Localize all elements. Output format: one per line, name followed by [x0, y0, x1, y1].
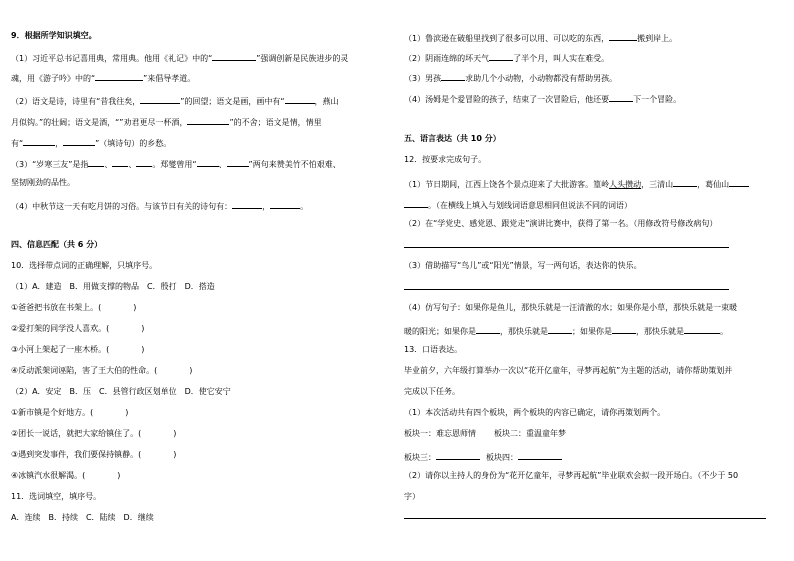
blank[interactable] — [187, 115, 229, 125]
q10-title: 10．选择带点词的正确理解，只填序号。 — [11, 261, 158, 270]
q11-item: （3）男孩 求助几个小动物，小动物都没有帮助男孩。 — [404, 71, 617, 84]
q11-item: （1）鲁滨逊在破船里找到了很多可以用、可以吃的东西， 搬到岸上。 — [404, 31, 677, 44]
answer-line[interactable] — [404, 247, 729, 248]
q10-item: ④冰镇汽水很解渴。( ) — [11, 471, 121, 480]
blank[interactable] — [227, 157, 249, 167]
blank[interactable] — [489, 51, 513, 61]
q11-options: A．连续 B．持续 C．陆续 D．继续 — [11, 513, 154, 522]
blank[interactable] — [232, 199, 262, 209]
q12-item4: （4）仿写句子：如果你是鱼儿，那快乐就是一汪清澈的水；如果你是小草，那快乐就是一束暖 — [404, 303, 738, 312]
q12-item3: （3）借助描写“鸟儿”或“阳光”情景，写一两句话，表达你的快乐。 — [404, 261, 642, 270]
q13-title: 13．口语表达。 — [404, 345, 463, 354]
q11-item: （2）阴雨连绵的坏天气 了半个月，叫人实在难受。 — [404, 51, 609, 64]
q13-blocks-2: 板块三： 板块四： — [404, 450, 562, 463]
q10-item: ②团长一说话，就把大家给镇住了。( ) — [11, 429, 177, 438]
q9-line1: （1）习近平总书记喜用典，常用典。他用《礼记》中的“ ”强调创新是民族进步的灵 — [11, 51, 348, 64]
blank[interactable] — [23, 136, 55, 146]
q12-title: 12．按要求完成句子。 — [404, 155, 487, 164]
q10-item: ①新市镇是个好地方。( ) — [11, 408, 129, 417]
q12-item1: （1）节日期间，江西上饶各个景点迎来了大批游客。篁岭人头攒动，三清山 ，葛仙山 — [404, 177, 749, 190]
q9-line2: 魂，用《游子吟》中的“ ”来倡导孝道。 — [11, 71, 195, 84]
answer-line[interactable] — [404, 289, 729, 290]
q10-item: ①爸爸把书放在书架上。( ) — [11, 303, 137, 312]
blank[interactable] — [729, 177, 749, 187]
q9-line4: 月似钩。”的壮阔；语文是酒，“”劝君更尽一杯酒， ”的不舍；语文是情，情里 — [11, 115, 322, 128]
q9-line8: （4）中秋节这一天有吃月饼的习俗。与该节日有关的诗句有： ， 。 — [11, 199, 308, 212]
blank[interactable] — [112, 157, 128, 167]
blank[interactable] — [476, 324, 500, 334]
q13-item1: （1）本次活动共有四个板块，两个板块的内容已确定，请你再策划两个。 — [404, 408, 666, 417]
section4-title: 四、信息匹配（共 6 分） — [11, 240, 103, 249]
q10-item: ③小河上架起了一座木桥。( ) — [11, 345, 145, 354]
blank[interactable] — [88, 157, 104, 167]
q10-item: ④反动派架词诬陷，害了王大伯的性命。( ) — [11, 366, 193, 375]
blank[interactable] — [684, 324, 720, 334]
blank[interactable] — [609, 92, 633, 102]
q11-item: （4）汤姆是个爱冒险的孩子，结束了一次冒险后，他还要 下一个冒险。 — [404, 92, 681, 105]
blank[interactable] — [548, 324, 572, 334]
blank[interactable] — [212, 51, 256, 61]
q11-title: 11．选词填空，填序号。 — [11, 492, 102, 501]
blank[interactable] — [63, 136, 95, 146]
blank[interactable] — [436, 450, 480, 460]
q12-item1-cont: 。（在横线上填入与划线词语意思相同但说法不同的词语） — [404, 198, 632, 211]
q13-intro: 毕业前夕，六年级打算举办一次以“花开亿童年，寻梦再起航”为主题的活动，请你帮助策划并 — [404, 366, 733, 375]
q10-item: ③遇到突发事件，我们要保持镇静。( ) — [11, 450, 177, 459]
answer-line[interactable] — [404, 518, 766, 519]
blank[interactable] — [673, 177, 697, 187]
section5-title: 五、语言表达（共 10 分） — [404, 134, 501, 143]
q9-line6: （3）“岁寒三友”是指 、 、 。郑燮曾用“ 、 ”两句来赞美竹不怕艰难、 — [11, 157, 341, 170]
blank[interactable] — [612, 324, 636, 334]
q10-options-1: （1）A．建造 B．用做支撑的物品 C．殷打 D．搭造 — [11, 282, 215, 291]
blank[interactable] — [441, 71, 465, 81]
q9-line3: （2）语文是诗，诗里有“昔我往矣， ”的回望；语文是画，画中有“ ，燕山 — [11, 94, 339, 107]
blank[interactable] — [197, 157, 219, 167]
q13-item2: （2）请你以主持人的身份为“花开亿童年，寻梦再起航”毕业联欢会拟一段开场白。（不少于 50 — [404, 471, 739, 480]
q13-item2-cont: 字） — [404, 492, 420, 501]
blank[interactable] — [285, 94, 315, 104]
q10-options-2: （2）A．安定 B．压 C．县管行政区划单位 D．使它安宁 — [11, 387, 231, 396]
blank[interactable] — [140, 94, 180, 104]
blank[interactable] — [404, 198, 428, 208]
q13-blocks-1: 板块一：难忘恩师情 板块二：重温童年梦 — [404, 429, 566, 438]
blank[interactable] — [518, 450, 562, 460]
q12-item4-cont: 暖的阳光；如果你是 ，那快乐就是 ；如果你是 ，那快乐就是 。 — [404, 324, 728, 337]
blank[interactable] — [270, 199, 300, 209]
q9-line7: 坚韧刚劲的品性。 — [11, 178, 75, 187]
q10-item: ②爱打架的同学没人喜欢。( ) — [11, 324, 145, 333]
blank[interactable] — [609, 31, 637, 41]
q13-intro-cont: 完成以下任务。 — [404, 387, 460, 396]
q9-line5: 有“ ， ”（填诗句）的乡愁。 — [11, 136, 171, 149]
q9-title: 9．根据所学知识填空。 — [11, 31, 97, 40]
blank[interactable] — [136, 157, 152, 167]
q12-item2: （2）在“学党史、感党恩、跟党走”演讲比赛中，获得了第一名。（用修改符号修改病句） — [404, 219, 718, 228]
blank[interactable] — [95, 71, 143, 81]
